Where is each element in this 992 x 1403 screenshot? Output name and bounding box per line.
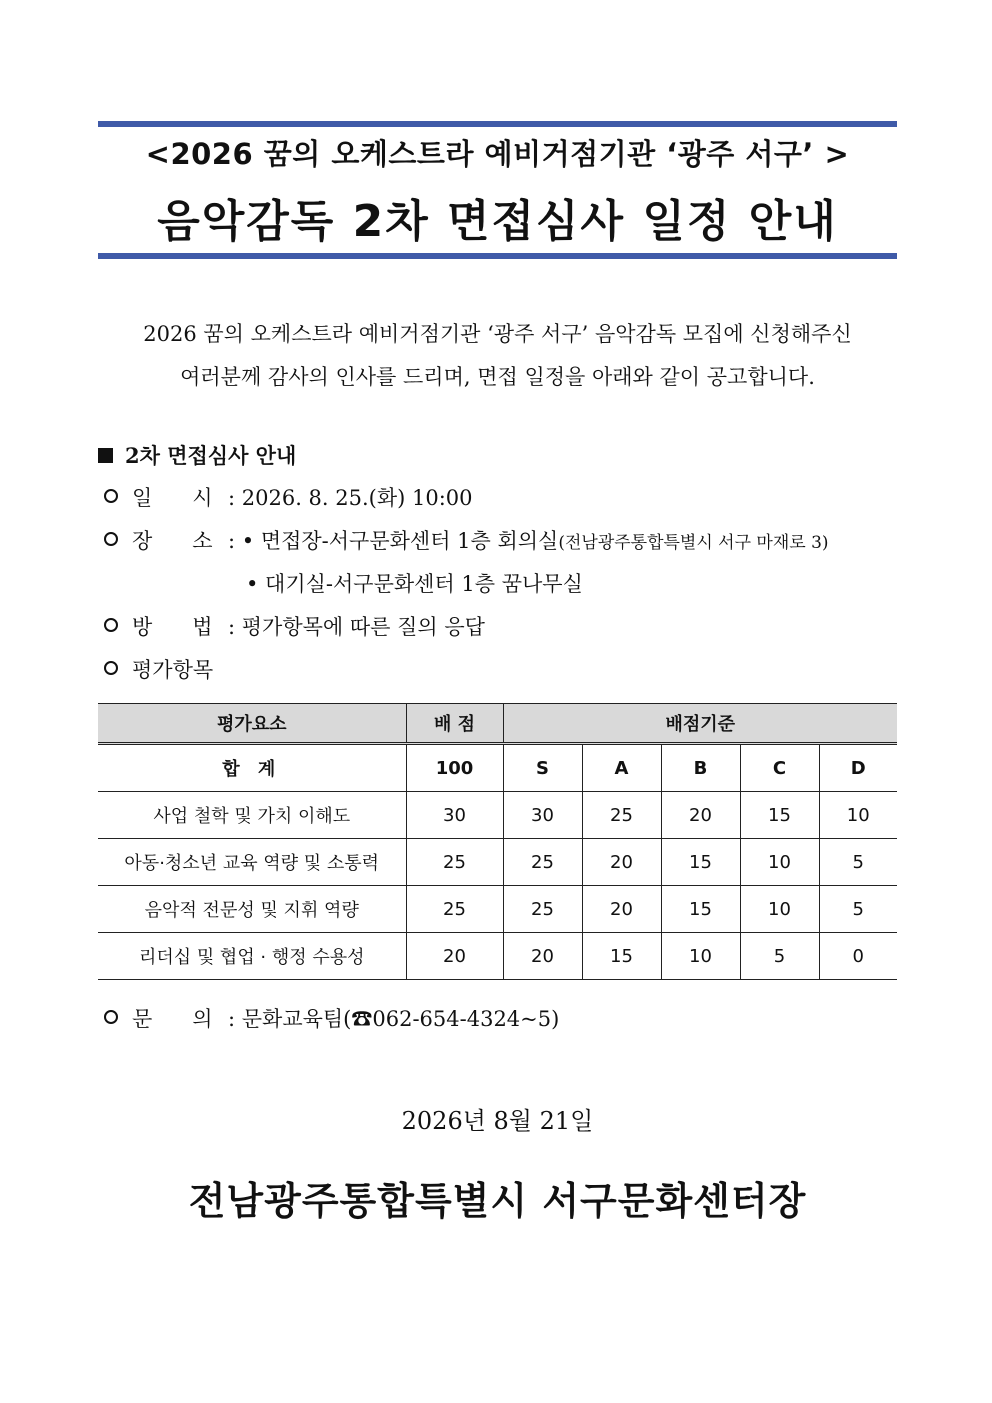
table-cell: 리더십 및 협업 · 행정 수용성	[98, 933, 406, 980]
table-cell: 30	[503, 792, 582, 839]
method-value: : 평가항목에 따른 질의 응답	[228, 615, 485, 639]
intro-line-2: 여러분께 감사의 인사를 드리며, 면접 일정을 아래와 같이 공고합니다.	[180, 365, 815, 389]
title-bottom-bar	[98, 253, 897, 259]
table-cell: 20	[406, 933, 503, 980]
table-cell: 30	[406, 792, 503, 839]
table-cell: 아동·청소년 교육 역량 및 소통력	[98, 839, 406, 886]
circle-bullet-icon	[104, 661, 118, 675]
method-label-b: 법	[192, 615, 213, 639]
table-cell: 25	[503, 886, 582, 933]
page-title: 음악감독 2차 면접심사 일정 안내	[157, 196, 838, 247]
eval-item	[104, 654, 213, 684]
circle-bullet-icon	[104, 618, 118, 632]
table-cell: D	[819, 744, 897, 792]
table-cell: 25	[503, 839, 582, 886]
table-cell: 10	[740, 886, 819, 933]
table-cell: B	[661, 744, 740, 792]
contact-item	[104, 1003, 559, 1033]
table-cell: 15	[740, 792, 819, 839]
table-cell: 5	[819, 839, 897, 886]
table-cell: 15	[582, 933, 661, 980]
waiting-room-item	[246, 568, 583, 598]
table-cell: 20	[503, 933, 582, 980]
place-address: (전남광주통합특별시 서구 마재로 3)	[558, 533, 829, 553]
section-heading	[98, 440, 296, 470]
table-cell: 10	[740, 839, 819, 886]
table-row	[98, 933, 897, 980]
table-cell: 100	[406, 744, 503, 792]
method-item	[104, 611, 485, 641]
table-cell: 15	[661, 886, 740, 933]
contact-value: : 문화교육팀(☎062-654-4324~5)	[228, 1007, 560, 1031]
place-value-1: : • 면접장-서구문화센터 1층 회의실	[228, 529, 559, 553]
contact-label-a: 문	[132, 1007, 153, 1031]
table-cell: 20	[661, 792, 740, 839]
circle-bullet-icon	[104, 1010, 118, 1024]
contact-label-b: 의	[192, 1007, 213, 1031]
table-sum-row	[98, 744, 897, 792]
table-header-row	[98, 704, 897, 744]
title-line-1: <2026 꿈의 오케스트라 예비거점기관 ‘광주 서구’ >	[145, 137, 850, 171]
table-row	[98, 886, 897, 933]
section-heading-text: 2차 면접심사 안내	[125, 443, 297, 468]
time-label-b: 시	[192, 486, 213, 510]
circle-bullet-icon	[104, 489, 118, 503]
circle-bullet-icon	[104, 532, 118, 546]
place-label-a: 장	[132, 529, 153, 553]
header-score: 배 점	[406, 704, 503, 744]
time-item	[104, 482, 473, 512]
place-value-2: • 대기실-서구문화센터 1층 꿈나무실	[246, 572, 583, 596]
table-row	[98, 792, 897, 839]
table-cell: 10	[661, 933, 740, 980]
notice-date: 2026년 8월 21일	[401, 1107, 594, 1135]
table-cell: S	[503, 744, 582, 792]
table-cell: 20	[582, 839, 661, 886]
time-label-a: 일	[132, 486, 153, 510]
title-top-bar	[98, 121, 897, 127]
table-cell: A	[582, 744, 661, 792]
table-cell: 0	[819, 933, 897, 980]
table-cell: 10	[819, 792, 897, 839]
eval-label: 평가항목	[132, 658, 214, 682]
table-cell: 25	[582, 792, 661, 839]
table-cell: 음악적 전문성 및 지휘 역량	[98, 886, 406, 933]
time-value: : 2026. 8. 25.(화) 10:00	[228, 486, 473, 510]
place-item	[104, 525, 829, 555]
square-bullet-icon	[98, 448, 113, 463]
table-cell: 5	[819, 886, 897, 933]
issuing-organization: 전남광주통합특별시 서구문화센터장	[188, 1179, 807, 1223]
table-cell: C	[740, 744, 819, 792]
header-criteria: 평가요소	[98, 704, 406, 744]
table-cell: 25	[406, 886, 503, 933]
table-cell: 25	[406, 839, 503, 886]
table-cell: 사업 철학 및 가치 이해도	[98, 792, 406, 839]
table-cell: 5	[740, 933, 819, 980]
table-row	[98, 839, 897, 886]
table-cell: 합 계	[98, 744, 406, 792]
intro-line-1: 2026 꿈의 오케스트라 예비거점기관 ‘광주 서구’ 음악감독 모집에 신청해주신	[143, 322, 852, 346]
method-label-a: 방	[132, 615, 153, 639]
table-cell: 15	[661, 839, 740, 886]
table-cell: 20	[582, 886, 661, 933]
place-label-b: 소	[192, 529, 213, 553]
evaluation-table	[98, 703, 897, 980]
header-grade-basis: 배점기준	[503, 704, 897, 744]
